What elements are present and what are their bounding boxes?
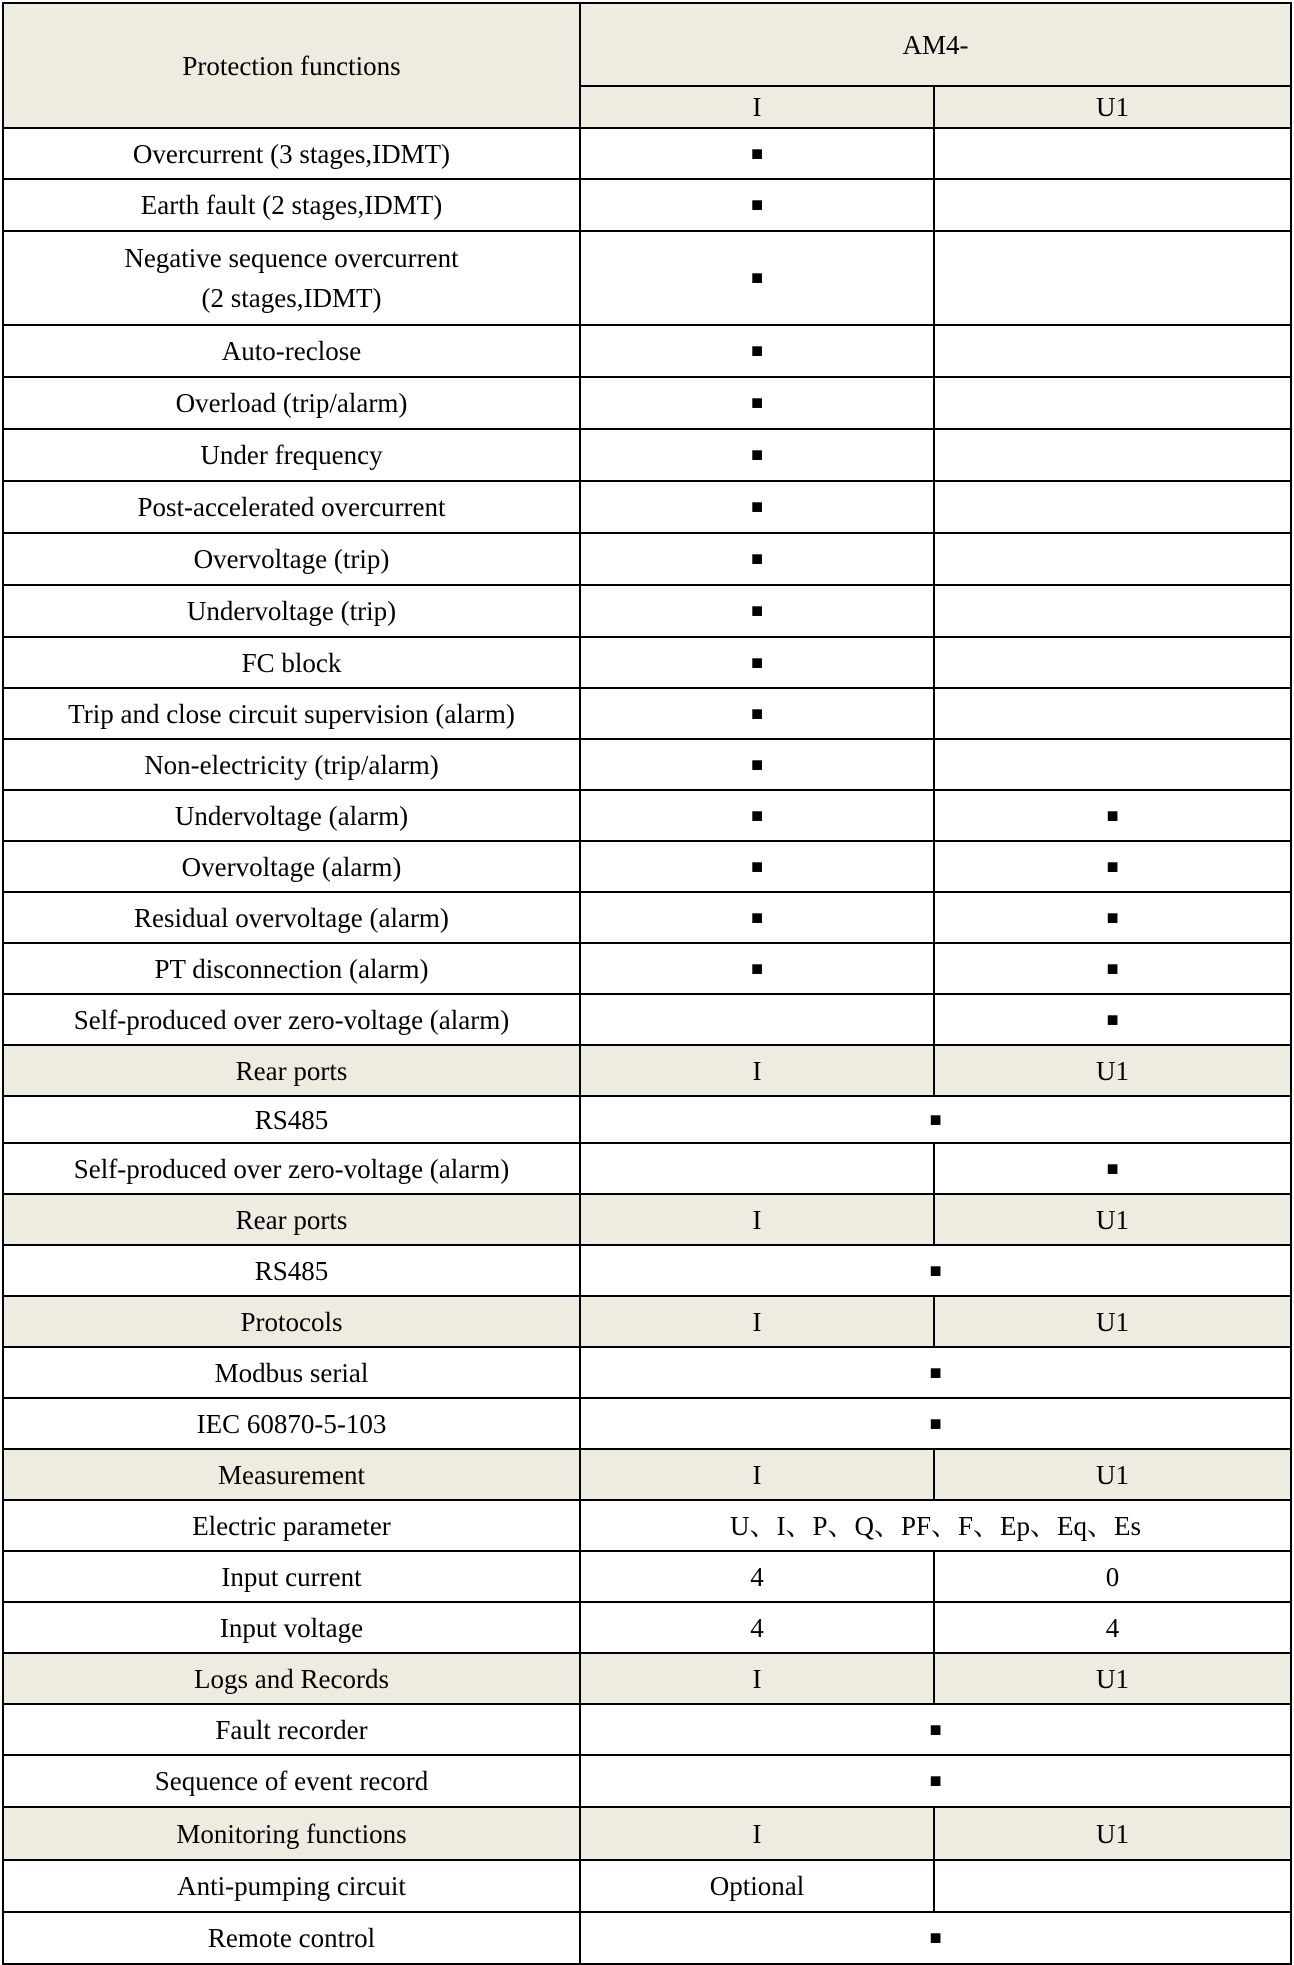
value-u1: 4	[934, 1602, 1291, 1653]
mark-u1	[934, 637, 1291, 688]
monitoring-name: Remote control	[3, 1912, 580, 1964]
table-row	[3, 790, 1291, 841]
port-name: RS485	[3, 1096, 580, 1143]
table-row	[3, 325, 1291, 377]
section-col-u1: U1	[934, 1807, 1291, 1860]
section-col-i: I	[580, 1296, 934, 1347]
function-name: Residual overvoltage (alarm)	[3, 892, 580, 943]
section-col-u1: U1	[934, 1653, 1291, 1704]
table-row	[3, 637, 1291, 688]
function-name: Overvoltage (alarm)	[3, 841, 580, 892]
mark-both: ■	[580, 1912, 1291, 1964]
table-row	[3, 1096, 1291, 1143]
table-row	[3, 841, 1291, 892]
section-col-i: I	[580, 1194, 934, 1245]
mark-i: ■	[580, 585, 934, 637]
section-title: Rear ports	[3, 1045, 580, 1096]
col-header-u1: U1	[934, 86, 1291, 128]
function-name: Self-produced over zero-voltage (alarm)	[3, 994, 580, 1045]
mark-i: ■	[580, 892, 934, 943]
table-row	[3, 1860, 1291, 1912]
mark-i: ■	[580, 841, 934, 892]
protocol-name: Modbus serial	[3, 1347, 580, 1398]
mark-i: ■	[580, 231, 934, 325]
mark-i: ■	[580, 128, 934, 179]
value-i: 4	[580, 1551, 934, 1602]
table-row	[3, 128, 1291, 179]
mark-u1	[934, 128, 1291, 179]
model-header: AM4-	[580, 3, 1291, 86]
function-name: Auto-reclose	[3, 325, 580, 377]
log-name: Fault recorder	[3, 1704, 580, 1755]
mark-both: ■	[580, 1704, 1291, 1755]
table-row	[3, 1912, 1291, 1964]
section-col-u1: U1	[934, 1045, 1291, 1096]
section-title: Rear ports	[3, 1194, 580, 1245]
mark-u1	[934, 585, 1291, 637]
table-row	[3, 533, 1291, 585]
table-row	[3, 1551, 1291, 1602]
mark-u1: ■	[934, 994, 1291, 1045]
measurement-name: Input voltage	[3, 1602, 580, 1653]
mark-i	[580, 994, 934, 1045]
table-row	[3, 892, 1291, 943]
mark-i: ■	[580, 739, 934, 790]
table-row	[3, 1245, 1291, 1296]
table-row	[3, 481, 1291, 533]
log-name: Sequence of event record	[3, 1755, 580, 1807]
section-header-rear-ports	[3, 1045, 1291, 1096]
function-name: Overvoltage (trip)	[3, 533, 580, 585]
table-row	[3, 377, 1291, 429]
mark-both: ■	[580, 1755, 1291, 1807]
port-name: RS485	[3, 1245, 580, 1296]
value-i: 4	[580, 1602, 934, 1653]
mark-u1	[934, 429, 1291, 481]
section-header-rear-ports	[3, 1194, 1291, 1245]
table-row	[3, 1347, 1291, 1398]
function-name: Post-accelerated overcurrent	[3, 481, 580, 533]
function-name: PT disconnection (alarm)	[3, 943, 580, 994]
function-name: Undervoltage (alarm)	[3, 790, 580, 841]
measurement-name: Electric parameter	[3, 1500, 580, 1551]
mark-i: ■	[580, 943, 934, 994]
function-name: Earth fault (2 stages,IDMT)	[3, 179, 580, 231]
protocol-name: IEC 60870-5-103	[3, 1398, 580, 1449]
value-u1	[934, 1860, 1291, 1912]
mark-u1	[934, 688, 1291, 739]
table-row	[3, 429, 1291, 481]
function-name: Undervoltage (trip)	[3, 585, 580, 637]
mark-u1	[934, 739, 1291, 790]
table-row	[3, 1602, 1291, 1653]
mark-i: ■	[580, 790, 934, 841]
mark-u1: ■	[934, 790, 1291, 841]
mark-both: ■	[580, 1398, 1291, 1449]
corner-header: Protection functions	[3, 3, 580, 128]
function-name: Non-electricity (trip/alarm)	[3, 739, 580, 790]
section-col-i: I	[580, 1653, 934, 1704]
section-col-u1: U1	[934, 1194, 1291, 1245]
section-col-i: I	[580, 1807, 934, 1860]
mark-i: ■	[580, 179, 934, 231]
function-name: Under frequency	[3, 429, 580, 481]
measurement-name: Input current	[3, 1551, 580, 1602]
mark-u1	[934, 231, 1291, 325]
electric-parameter-value: U、I、P、Q、PF、F、Ep、Eq、Es	[580, 1500, 1291, 1551]
mark-u1	[934, 179, 1291, 231]
mark-u1	[934, 533, 1291, 585]
function-name: Trip and close circuit supervision (alarm)	[3, 688, 580, 739]
mark-i: ■	[580, 429, 934, 481]
mark-u1	[934, 481, 1291, 533]
mark-i: ■	[580, 688, 934, 739]
section-col-u1: U1	[934, 1449, 1291, 1500]
mark-u1: ■	[934, 892, 1291, 943]
mark-both: ■	[580, 1096, 1291, 1143]
table-row	[3, 688, 1291, 739]
table-row	[3, 1143, 1291, 1194]
function-name-line2: (2 stages,IDMT)	[201, 283, 382, 313]
table-row	[3, 943, 1291, 994]
table-row	[3, 1500, 1291, 1551]
mark-i	[580, 1143, 934, 1194]
protection-functions-table	[2, 2, 1292, 1965]
mark-both: ■	[580, 1245, 1291, 1296]
mark-u1	[934, 325, 1291, 377]
value-u1: 0	[934, 1551, 1291, 1602]
function-name: Overcurrent (3 stages,IDMT)	[3, 128, 580, 179]
table-row	[3, 1755, 1291, 1807]
table-row	[3, 179, 1291, 231]
mark-i: ■	[580, 637, 934, 688]
section-title: Logs and Records	[3, 1653, 580, 1704]
table-row	[3, 1704, 1291, 1755]
table-row	[3, 739, 1291, 790]
monitoring-name: Anti-pumping circuit	[3, 1860, 580, 1912]
section-header-measurement	[3, 1449, 1291, 1500]
function-name: Overload (trip/alarm)	[3, 377, 580, 429]
section-col-u1: U1	[934, 1296, 1291, 1347]
section-col-i: I	[580, 1449, 934, 1500]
mark-i: ■	[580, 377, 934, 429]
mark-i: ■	[580, 325, 934, 377]
section-title: Measurement	[3, 1449, 580, 1500]
function-name: FC block	[3, 637, 580, 688]
table-row	[3, 585, 1291, 637]
function-name	[3, 231, 580, 325]
section-header-monitoring	[3, 1807, 1291, 1860]
header-row	[3, 3, 1291, 86]
mark-u1: ■	[934, 841, 1291, 892]
function-name: Self-produced over zero-voltage (alarm)	[3, 1143, 580, 1194]
function-name-line1: Negative sequence overcurrent	[124, 243, 459, 273]
table-row	[3, 1398, 1291, 1449]
section-title: Monitoring functions	[3, 1807, 580, 1860]
section-header-logs	[3, 1653, 1291, 1704]
col-header-i: I	[580, 86, 934, 128]
mark-i: ■	[580, 481, 934, 533]
section-title: Protocols	[3, 1296, 580, 1347]
mark-u1: ■	[934, 1143, 1291, 1194]
section-col-i: I	[580, 1045, 934, 1096]
mark-both: ■	[580, 1347, 1291, 1398]
value-i: Optional	[580, 1860, 934, 1912]
table-row	[3, 231, 1291, 325]
mark-u1	[934, 377, 1291, 429]
table-row	[3, 994, 1291, 1045]
mark-i: ■	[580, 533, 934, 585]
section-header-protocols	[3, 1296, 1291, 1347]
mark-u1: ■	[934, 943, 1291, 994]
